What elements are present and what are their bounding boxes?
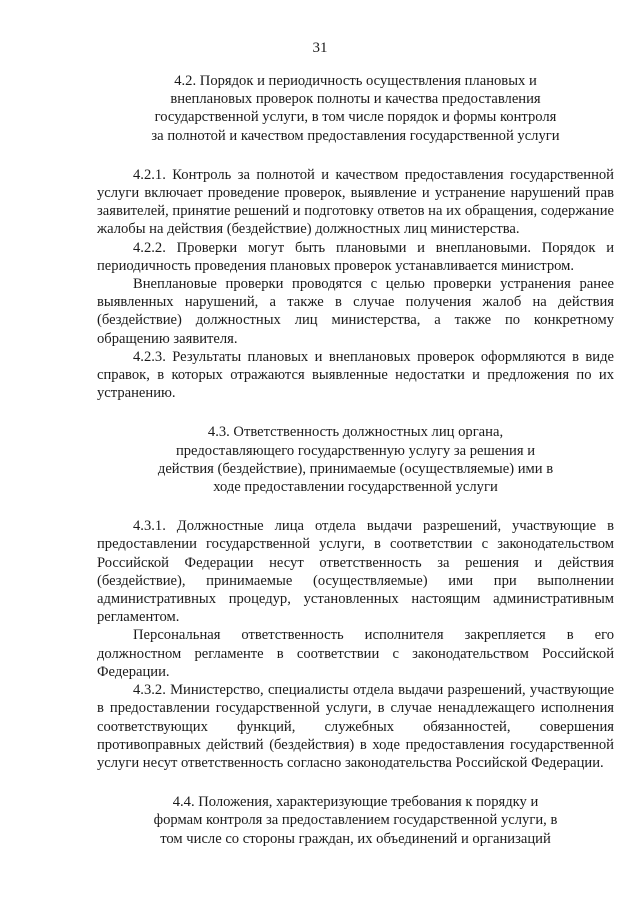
section-heading-4-2: [97, 72, 614, 145]
paragraph-personal-responsibility: Персональная ответственность исполнителя закрепляется в его должностном регламенте в соответствии с законодательством Российской Федерации.: [97, 627, 614, 680]
page-number: 31: [312, 40, 328, 56]
heading-line: 4.3. Ответственность должностных лиц органа,: [207, 424, 504, 441]
heading-line: 4.2. Порядок и периодичность осуществления плановых и: [174, 73, 537, 89]
heading-line: формам контроля за предоставлением государственной услуги, в: [153, 812, 558, 829]
heading-line: действия (бездействие), принимаемые (осуществляемые) ими в: [157, 460, 554, 477]
paragraph-unscheduled-checks: Внеплановые проверки проводятся с целью проверки устранения ранее выявленных нарушений, а также в случае получения жалоб на действия (бездействие) должностных лиц министерства, а также по конкретному обращению заявителя.: [97, 276, 614, 347]
heading-line: ходе предоставлении государственной услуги: [213, 479, 498, 496]
heading-line: внеплановых проверок полноты и качества предоставления: [170, 91, 541, 108]
heading-line: 4.4. Положения, характеризующие требования к порядку и: [172, 794, 539, 811]
section-heading-4-4: [97, 793, 614, 848]
heading-line: государственной услуги, в том числе порядок и формы контроля: [154, 109, 557, 126]
heading-line: том числе со стороны граждан, их объединений и организаций: [160, 830, 551, 847]
paragraph-4-3-1: 4.3.1. Должностные лица отдела выдачи разрешений, участвующие в предоставлении государственной услуги, в соответствии с законодательством Российской Федерации несут ответственность за решения и действия (бездействие), принимаемые (осуществляемые) ими при выполнении административных процедур, установленных настоящим административным регламентом.: [97, 518, 614, 626]
section-heading-4-3: [97, 423, 614, 496]
paragraph-4-3-2: 4.3.2. Министерство, специалисты отдела выдачи разрешений, участвующие в предоставлении государственной услуги, в случае ненадлежащего исполнения соответствующих функций, служебных обязанностей, совершения противоправных действий (бездействия) в ходе предоставления государственной услуги несут ответственность согласно законодательства Российской Федерации.: [97, 682, 614, 771]
paragraph-4-2-3: 4.2.3. Результаты плановых и внеплановых проверок оформляются в виде справок, в которых отражаются выявленные недостатки и предложения по их устранению.: [97, 348, 614, 402]
paragraph-4-2-1: 4.2.1. Контроль за полнотой и качеством предоставления государственной услуги включает проведение проверок, выявление и устранение нарушений прав заявителей, принятие решений и подготовку ответов на их обращения, содержание жалобы на действия (бездействие) должностных лиц министерства.: [97, 166, 614, 238]
paragraph-4-2-2: 4.2.2. Проверки могут быть плановыми и внеплановыми. Порядок и периодичность проведения плановых проверок устанавливается министром.: [97, 239, 614, 274]
heading-line: за полнотой и качеством предоставления государственной услуги: [151, 127, 560, 144]
heading-line: предоставляющего государственную услугу за решения и: [175, 442, 536, 459]
page-content: [97, 72, 614, 848]
